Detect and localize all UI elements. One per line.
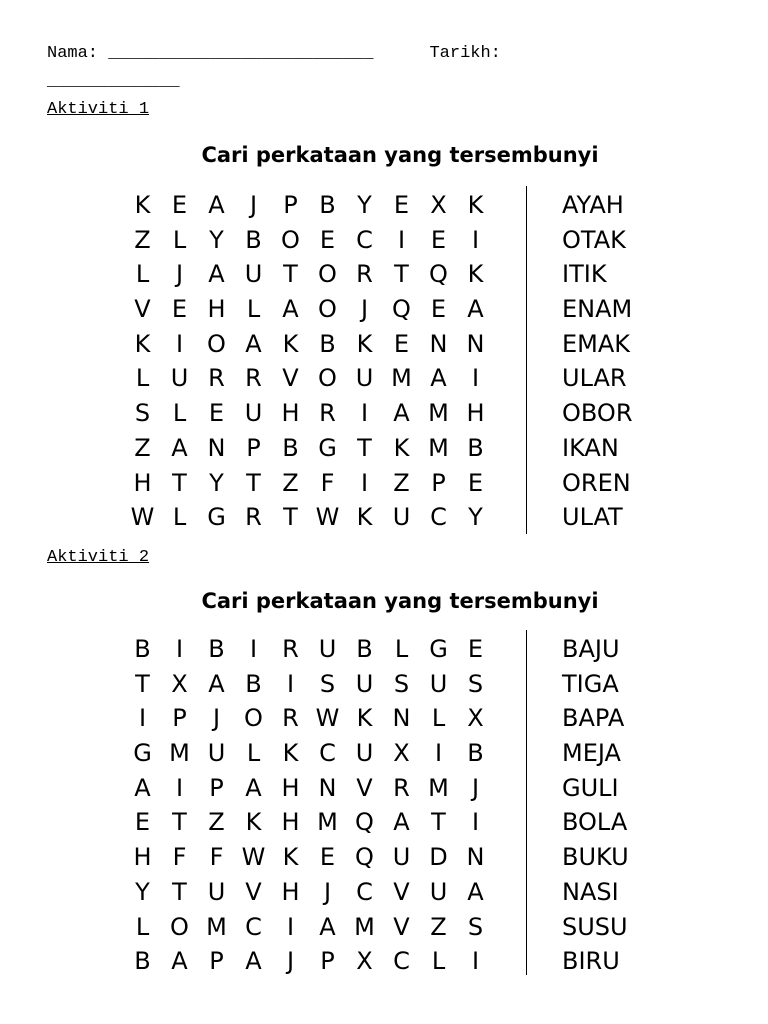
grid-letter: K <box>134 329 151 358</box>
word-list-item: BAJU <box>562 635 620 663</box>
grid-letter: I <box>471 364 480 393</box>
name-blank: __________________________ <box>108 44 374 63</box>
activity-2-word-list <box>562 632 682 979</box>
grid-letter: N <box>466 329 485 358</box>
activity-1-divider <box>526 186 527 534</box>
grid-letter: B <box>467 433 484 462</box>
grid-letter: G <box>207 503 226 532</box>
date-label: Tarikh: <box>429 44 501 63</box>
grid-letter: L <box>172 225 187 254</box>
grid-letter: E <box>467 468 484 497</box>
grid-letter: F <box>209 843 224 872</box>
word-list-item: OBOR <box>562 399 633 428</box>
grid-letter: N <box>207 433 226 462</box>
grid-letter: M <box>428 433 449 462</box>
grid-letter: B <box>319 191 336 219</box>
grid-letter: E <box>171 295 188 324</box>
word-list-item: OREN <box>562 468 631 497</box>
word-list-item: TIGA <box>562 669 619 698</box>
grid-letter: I <box>471 947 480 976</box>
grid-letter: I <box>471 225 480 254</box>
grid-letter: Q <box>355 843 374 872</box>
grid-letter: X <box>393 739 410 768</box>
grid-letter: Z <box>393 468 410 497</box>
grid-letter: J <box>286 947 295 976</box>
grid-letter: P <box>320 947 335 976</box>
grid-letter: E <box>430 295 447 324</box>
word-list-item: OTAK <box>562 225 626 254</box>
grid-letter: T <box>431 808 446 837</box>
grid-letter: V <box>134 295 151 324</box>
grid-letter: C <box>393 947 410 976</box>
grid-letter: B <box>245 669 262 698</box>
grid-letter: A <box>393 399 410 428</box>
grid-letter: O <box>207 329 226 358</box>
grid-letter: Y <box>209 225 224 254</box>
grid-letter: K <box>282 739 299 768</box>
word-list-item: NASI <box>562 877 619 906</box>
activity-2-letter-grid <box>124 632 494 979</box>
grid-letter: R <box>319 399 336 428</box>
grid-letter: B <box>134 947 151 976</box>
grid-letter: T <box>172 468 187 497</box>
grid-letter: J <box>360 295 369 324</box>
grid-letter: H <box>281 808 300 837</box>
word-list-item: BIRU <box>562 947 620 976</box>
grid-letter: U <box>355 739 374 768</box>
grid-letter: B <box>356 635 373 663</box>
grid-letter: I <box>434 739 443 768</box>
grid-letter: A <box>467 877 484 906</box>
grid-letter: L <box>431 947 446 976</box>
grid-letter: V <box>282 364 299 393</box>
grid-letter: I <box>471 808 480 837</box>
activity-1-word-list <box>562 188 682 535</box>
grid-letter: R <box>282 704 299 733</box>
grid-letter: K <box>467 191 484 219</box>
grid-letter: S <box>467 912 484 941</box>
grid-letter: J <box>249 191 258 219</box>
grid-letter: O <box>318 364 337 393</box>
grid-letter: A <box>319 912 336 941</box>
grid-letter: A <box>245 773 262 802</box>
grid-letter: U <box>318 635 337 663</box>
grid-letter: E <box>393 329 410 358</box>
grid-letter: B <box>134 635 151 663</box>
grid-letter: Z <box>430 912 447 941</box>
grid-letter: O <box>318 295 337 324</box>
word-list-item: BUKU <box>562 843 629 872</box>
grid-letter: I <box>175 635 184 663</box>
grid-letter: A <box>134 773 151 802</box>
grid-letter: L <box>135 364 150 393</box>
grid-letter: T <box>283 260 298 289</box>
grid-letter: C <box>319 739 336 768</box>
grid-letter: X <box>356 947 373 976</box>
grid-letter: K <box>356 704 373 733</box>
grid-letter: A <box>208 260 225 289</box>
grid-letter: H <box>133 843 152 872</box>
grid-letter: B <box>467 739 484 768</box>
grid-letter: I <box>286 912 295 941</box>
grid-letter: U <box>392 843 411 872</box>
grid-letter: I <box>175 329 184 358</box>
grid-letter: Z <box>208 808 225 837</box>
grid-letter: K <box>467 260 484 289</box>
grid-letter: M <box>428 399 449 428</box>
grid-letter: T <box>172 877 187 906</box>
grid-letter: J <box>212 704 221 733</box>
grid-letter: J <box>323 877 332 906</box>
grid-letter: Q <box>355 808 374 837</box>
grid-letter: Y <box>135 877 150 906</box>
grid-letter: I <box>249 635 258 663</box>
grid-letter: T <box>283 503 298 532</box>
grid-letter: T <box>394 260 409 289</box>
grid-letter: U <box>355 669 374 698</box>
grid-letter: S <box>467 669 484 698</box>
grid-letter: H <box>207 295 226 324</box>
grid-letter: E <box>393 191 410 219</box>
grid-letter: W <box>241 843 266 872</box>
grid-letter: A <box>467 295 484 324</box>
grid-letter: A <box>245 329 262 358</box>
grid-letter: N <box>392 704 411 733</box>
grid-letter: P <box>246 433 261 462</box>
grid-letter: A <box>171 947 188 976</box>
grid-letter: F <box>320 468 335 497</box>
grid-letter: A <box>208 669 225 698</box>
grid-letter: X <box>430 191 447 219</box>
grid-letter: B <box>245 225 262 254</box>
grid-letter: Q <box>429 260 448 289</box>
grid-letter: M <box>317 808 338 837</box>
grid-letter: I <box>138 704 147 733</box>
grid-letter: E <box>467 635 484 663</box>
grid-letter: H <box>281 877 300 906</box>
grid-letter: H <box>281 399 300 428</box>
date-blank: _____________ <box>47 72 180 91</box>
grid-letter: Z <box>134 433 151 462</box>
word-list-item: MEJA <box>562 739 621 768</box>
grid-letter: L <box>172 503 187 532</box>
grid-letter: K <box>356 329 373 358</box>
word-list-item: SUSU <box>562 912 628 941</box>
grid-letter: P <box>209 947 224 976</box>
grid-letter: G <box>318 433 337 462</box>
grid-letter: E <box>319 843 336 872</box>
grid-letter: L <box>135 912 150 941</box>
grid-letter: Y <box>468 503 483 532</box>
word-list-item: BAPA <box>562 704 625 733</box>
grid-letter: V <box>245 877 262 906</box>
grid-letter: M <box>169 739 190 768</box>
grid-letter: A <box>430 364 447 393</box>
grid-letter: S <box>393 669 410 698</box>
grid-letter: R <box>356 260 373 289</box>
grid-letter: C <box>245 912 262 941</box>
grid-letter: V <box>393 912 410 941</box>
grid-letter: E <box>134 808 151 837</box>
grid-letter: C <box>356 225 373 254</box>
grid-letter: N <box>318 773 337 802</box>
grid-letter: T <box>135 669 150 698</box>
word-list-item: EMAK <box>562 329 631 358</box>
grid-letter: E <box>430 225 447 254</box>
grid-letter: U <box>429 669 448 698</box>
grid-letter: C <box>356 877 373 906</box>
grid-letter: M <box>354 912 375 941</box>
grid-letter: E <box>319 225 336 254</box>
grid-letter: K <box>282 843 299 872</box>
grid-letter: N <box>466 843 485 872</box>
grid-letter: A <box>282 295 299 324</box>
grid-letter: I <box>360 468 369 497</box>
word-list-item: ENAM <box>562 295 633 324</box>
grid-letter: H <box>133 468 152 497</box>
grid-letter: A <box>393 808 410 837</box>
grid-letter: M <box>206 912 227 941</box>
activity-1-label: Aktiviti 1 <box>47 100 150 119</box>
grid-letter: W <box>315 503 340 532</box>
grid-letter: O <box>244 704 263 733</box>
grid-letter: L <box>431 704 446 733</box>
grid-letter: J <box>175 260 184 289</box>
word-list-item: BOLA <box>562 808 628 837</box>
grid-letter: S <box>319 669 336 698</box>
activity-2-label: Aktiviti 2 <box>47 548 150 567</box>
grid-letter: B <box>282 433 299 462</box>
grid-letter: O <box>170 912 189 941</box>
grid-letter: Q <box>392 295 411 324</box>
grid-letter: X <box>171 669 188 698</box>
grid-letter: B <box>208 635 225 663</box>
grid-letter: A <box>171 433 188 462</box>
grid-letter: K <box>393 433 410 462</box>
activity-2-title: Cari perkataan yang tersembunyi <box>201 589 599 613</box>
grid-letter: U <box>355 364 374 393</box>
grid-letter: R <box>208 364 225 393</box>
activity-1-title: Cari perkataan yang tersembunyi <box>201 143 599 167</box>
grid-letter: K <box>245 808 262 837</box>
grid-letter: R <box>393 773 410 802</box>
grid-letter: K <box>356 503 373 532</box>
word-list-item: AYAH <box>562 191 624 219</box>
grid-letter: U <box>244 399 263 428</box>
grid-letter: W <box>130 503 155 532</box>
activity-1-letter-grid <box>124 188 494 535</box>
grid-letter: E <box>171 191 188 219</box>
grid-letter: A <box>245 947 262 976</box>
grid-letter: P <box>172 704 187 733</box>
grid-letter: S <box>134 399 151 428</box>
grid-letter: Y <box>209 468 224 497</box>
grid-letter: R <box>282 635 299 663</box>
grid-letter: M <box>391 364 412 393</box>
grid-letter: R <box>245 503 262 532</box>
grid-letter: Z <box>282 468 299 497</box>
grid-letter: P <box>431 468 446 497</box>
grid-letter: H <box>466 399 485 428</box>
grid-letter: P <box>283 191 298 219</box>
grid-letter: D <box>429 843 448 872</box>
grid-letter: R <box>245 364 262 393</box>
grid-letter: U <box>207 877 226 906</box>
grid-letter: I <box>286 669 295 698</box>
grid-letter: G <box>429 635 448 663</box>
grid-letter: F <box>172 843 187 872</box>
grid-letter: M <box>428 773 449 802</box>
grid-letter: L <box>135 260 150 289</box>
grid-letter: U <box>244 260 263 289</box>
grid-letter: U <box>429 877 448 906</box>
grid-letter: Y <box>357 191 372 219</box>
word-list-item: ULAR <box>562 364 627 393</box>
activity-2-divider <box>526 630 527 975</box>
grid-letter: B <box>319 329 336 358</box>
word-list-item: ULAT <box>562 503 623 532</box>
grid-letter: K <box>282 329 299 358</box>
grid-letter: U <box>207 739 226 768</box>
grid-letter: I <box>175 773 184 802</box>
grid-letter: K <box>134 191 151 219</box>
grid-letter: V <box>356 773 373 802</box>
grid-letter: X <box>467 704 484 733</box>
grid-letter: L <box>172 399 187 428</box>
grid-letter: Z <box>134 225 151 254</box>
word-list-item: ITIK <box>562 260 607 289</box>
name-label: Nama: <box>47 44 99 63</box>
grid-letter: U <box>392 503 411 532</box>
grid-letter: C <box>430 503 447 532</box>
grid-letter: O <box>318 260 337 289</box>
header-row <box>47 44 501 63</box>
grid-letter: W <box>315 704 340 733</box>
grid-letter: N <box>429 329 448 358</box>
grid-letter: T <box>172 808 187 837</box>
grid-letter: T <box>357 433 372 462</box>
grid-letter: V <box>393 877 410 906</box>
grid-letter: H <box>281 773 300 802</box>
grid-letter: O <box>281 225 300 254</box>
grid-letter: G <box>133 739 152 768</box>
grid-letter: E <box>208 399 225 428</box>
grid-letter: U <box>170 364 189 393</box>
word-list-item: IKAN <box>562 433 619 462</box>
grid-letter: P <box>209 773 224 802</box>
grid-letter: I <box>397 225 406 254</box>
word-list-item: GULI <box>562 773 619 802</box>
grid-letter: L <box>246 295 261 324</box>
grid-letter: J <box>471 773 480 802</box>
grid-letter: L <box>246 739 261 768</box>
grid-letter: A <box>208 191 225 219</box>
grid-letter: T <box>246 468 261 497</box>
grid-letter: I <box>360 399 369 428</box>
grid-letter: L <box>394 635 409 663</box>
